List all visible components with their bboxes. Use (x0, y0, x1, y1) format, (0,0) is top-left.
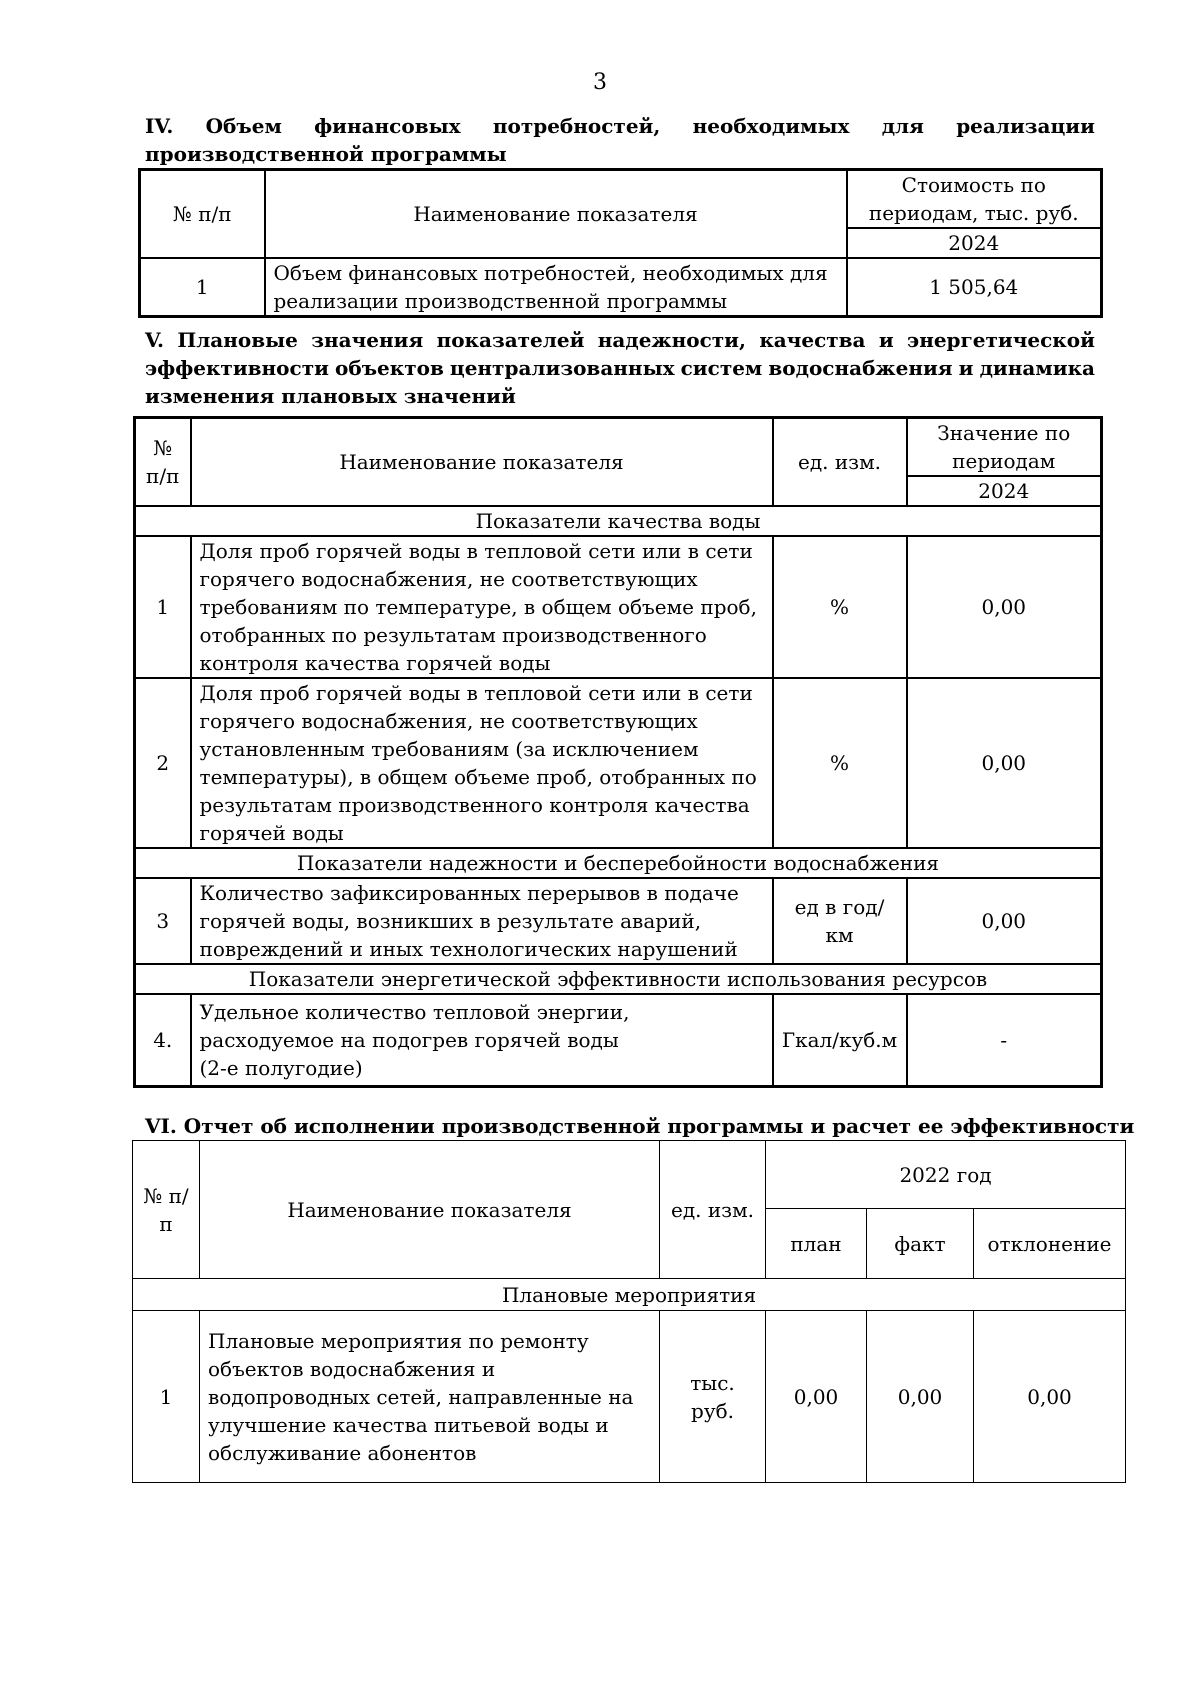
group-header-reliability: Показатели надежности и бесперебойности водоснабжения (135, 848, 1102, 878)
row-deviation: 0,00 (974, 1311, 1126, 1483)
row-num: 1 (133, 1311, 200, 1483)
row-num: 1 (140, 258, 265, 317)
financial-needs-table (138, 168, 1103, 318)
col-name-header: Наименование показателя (191, 418, 773, 507)
program-report-table (132, 1140, 1126, 1483)
row-unit: тыс. руб. (660, 1311, 766, 1483)
table-row (135, 878, 1102, 964)
col-num-header: № п/п (133, 1141, 200, 1279)
row-value: 0,00 (907, 878, 1102, 964)
group-header-planned: Плановые мероприятия (133, 1279, 1126, 1311)
section5-heading-line1: V. Плановые значения показателей надежности, качества и энергетической (145, 328, 1095, 352)
row-unit: % (773, 678, 907, 848)
section5-heading-line2: эффективности объектов централизованных систем водоснабжения и динамика (145, 356, 1095, 380)
row-name: Количество зафиксированных перерывов в подаче горячей воды, возникших в результате аварий, повреждений и иных технологических нарушений (191, 878, 773, 964)
col-cost-header: Стоимость по периодам, тыс. руб. (847, 170, 1102, 229)
row-name (191, 994, 773, 1086)
section4-heading-line2: производственной программы (145, 142, 507, 166)
table-row (135, 536, 1102, 678)
row-num: 3 (135, 878, 191, 964)
group-header-energy: Показатели энергетической эффективности использования ресурсов (135, 964, 1102, 994)
section4-heading-line1: IV. Объем финансовых потребностей, необходимых для реализации (145, 114, 1095, 138)
group-header-quality: Показатели качества воды (135, 506, 1102, 536)
year-header: 2022 год (766, 1141, 1126, 1209)
row-value: 0,00 (907, 678, 1102, 848)
col-deviation-header: отклонение (974, 1209, 1126, 1279)
col-num-header: № п/п (140, 170, 265, 259)
row-unit: ед в год/ км (773, 878, 907, 964)
col-fact-header: факт (867, 1209, 974, 1279)
year-header: 2024 (907, 476, 1102, 506)
row-name-line1: Удельное количество тепловой энергии, расходуемое на подогрев горячей воды (199, 999, 630, 1052)
table-row (135, 994, 1102, 1086)
row-name: Доля проб горячей воды в тепловой сети или в сети горячего водоснабжения, не соответствующих установленным требованиям (за исключением температуры), в общем объеме проб, отобранных по результатам производственного контроля качества горячей воды (191, 678, 773, 848)
row-num: 2 (135, 678, 191, 848)
section4-heading (145, 112, 1095, 168)
row-value: 1 505,64 (847, 258, 1102, 317)
row-value: 0,00 (907, 536, 1102, 678)
col-unit-header: ед. изм. (773, 418, 907, 507)
row-name: Объем финансовых потребностей, необходимых для реализации производственной программы (265, 258, 847, 317)
row-num: 1 (135, 536, 191, 678)
section6-heading: VI. Отчет об исполнении производственной программы и расчет ее эффективности (145, 1114, 1135, 1138)
table-row (133, 1311, 1126, 1483)
row-fact: 0,00 (867, 1311, 974, 1483)
col-name-header: Наименование показателя (200, 1141, 660, 1279)
row-name: Плановые мероприятия по ремонту объектов водоснабжения и водопроводных сетей, направленные на улучшение качества питьевой воды и обслуживание абонентов (200, 1311, 660, 1483)
col-value-header: Значение по периодам (907, 418, 1102, 477)
indicators-table (133, 416, 1103, 1088)
col-name-header: Наименование показателя (265, 170, 847, 259)
col-plan-header: план (766, 1209, 867, 1279)
row-value: - (907, 994, 1102, 1086)
section5-heading (145, 326, 1095, 410)
row-unit: Гкал/куб.м (773, 994, 907, 1086)
row-unit: % (773, 536, 907, 678)
row-name-line2: (2-е полугодие) (199, 1055, 363, 1080)
row-name: Доля проб горячей воды в тепловой сети или в сети горячего водоснабжения, не соответствующих требованиям по температуре, в общем объеме проб, отобранных по результатам производственного контроля качества горячей воды (191, 536, 773, 678)
row-num: 4. (135, 994, 191, 1086)
table-row (135, 678, 1102, 848)
col-unit-header: ед. изм. (660, 1141, 766, 1279)
page-number: 3 (593, 70, 607, 95)
table-row (140, 258, 1102, 317)
col-num-header: № п/п (135, 418, 191, 507)
section5-heading-line3: изменения плановых значений (145, 384, 516, 408)
row-plan: 0,00 (766, 1311, 867, 1483)
year-header: 2024 (847, 228, 1102, 258)
